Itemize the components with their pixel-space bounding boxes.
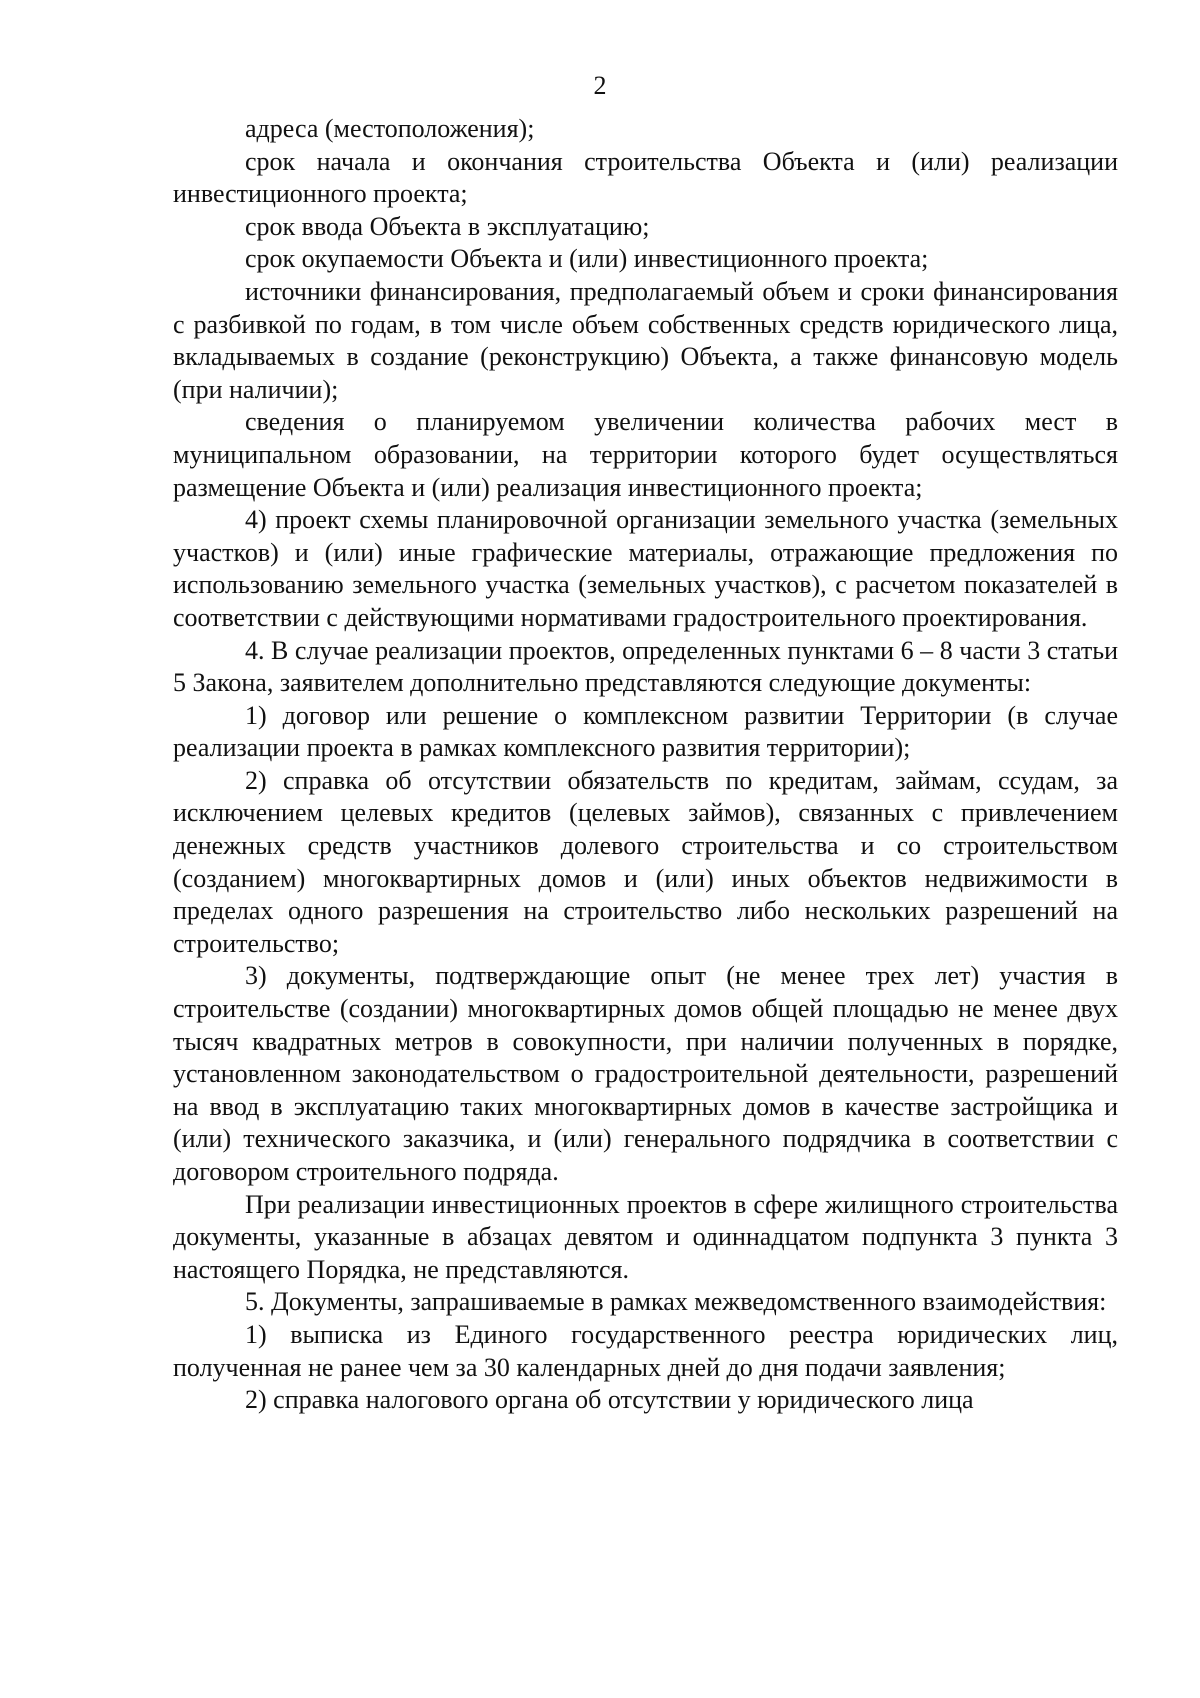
paragraph-section-5-item-1: 1) выписка из Единого государственного реестра юридических лиц, полученная не ранее чем за 30 календарных дней до дня подачи заявления;	[173, 1319, 1118, 1382]
paragraph-construction-term: срок начала и окончания строительства Объекта и (или) реализации инвестиционного проекта;	[173, 146, 1118, 209]
body-text	[173, 113, 1118, 1417]
page-number: 2	[593, 71, 607, 100]
paragraph-housing-exception: При реализации инвестиционных проектов в сфере жилищного строительства документы, указанные в абзацах девятом и одиннадцатом подпункта 3 пункта 3 настоящего Порядка, не представляются.	[173, 1189, 1118, 1284]
paragraph-commissioning-term: срок ввода Объекта в эксплуатацию;	[245, 211, 650, 241]
paragraph-section-4-item-3: 3) документы, подтверждающие опыт (не менее трех лет) участия в строительстве (создании) многоквартирных домов общей площадью не менее двух тысяч квадратных метров в совокупности, при наличии полученных в порядке, установленном законодательством о градостроительной деятельности, разрешений на ввод в эксплуатацию таких многоквартирных домов в качестве застройщика и (или) технического заказчика, и (или) генерального подрядчика в соответствии с договором строительного подряда.	[173, 961, 1118, 1186]
paragraph-payback-term: срок окупаемости Объекта и (или) инвестиционного проекта;	[245, 244, 929, 274]
paragraph-item-4-site-plan: 4) проект схемы планировочной организации земельного участка (земельных участков) и (или) иные графические материалы, отражающие предложения по использованию земельного участка (земельных участков), с расчетом показателей в соответствии с действующими нормативами градостроительного проектирования.	[173, 505, 1118, 632]
paragraph-address: адреса (местоположения);	[245, 114, 535, 143]
paragraph-section-4-item-2: 2) справка об отсутствии обязательств по кредитам, займам, ссудам, за исключением целевых кредитов (целевых займов), связанных с привлечением денежных средств участников долевого строительства и со строительством (созданием) многоквартирных домов и (или) иных объектов недвижимости в пределах одного разрешения на строительство либо нескольких разрешений на строительство;	[173, 765, 1118, 958]
paragraph-section-5: 5. Документы, запрашиваемые в рамках межведомственного взаимодействия:	[245, 1287, 1107, 1317]
paragraph-financing-sources: источники финансирования, предполагаемый объем и сроки финансирования с разбивкой по годам, в том числе объем собственных средств юридического лица, вкладываемых в создание (реконструкцию) Объекта, а также финансовую модель (при наличии);	[173, 276, 1118, 404]
paragraph-section-4: 4. В случае реализации проектов, определенных пунктами 6 – 8 части 3 статьи 5 Закона, заявителем дополнительно представляются следующие документы:	[173, 635, 1118, 698]
paragraph-section-5-item-2: 2) справка налогового органа об отсутствии у юридического лица	[245, 1385, 974, 1415]
paragraph-jobs-increase: сведения о планируемом увеличении количества рабочих мест в муниципальном образовании, на территории которого будет осуществляться размещение Объекта и (или) реализация инвестиционного проекта;	[173, 407, 1118, 502]
paragraph-section-4-item-1: 1) договор или решение о комплексном развитии Территории (в случае реализации проекта в рамках комплексного развития территории);	[173, 700, 1118, 763]
